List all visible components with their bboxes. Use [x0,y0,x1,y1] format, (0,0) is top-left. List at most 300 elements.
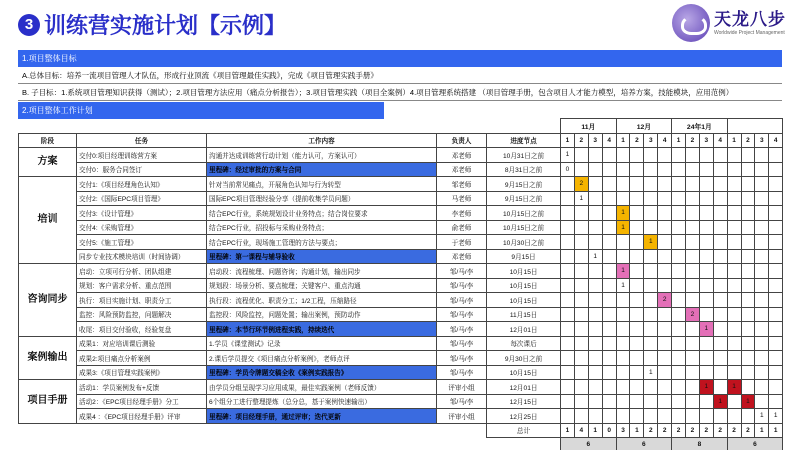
column-header-task: 任务 [77,133,207,148]
gantt-cell [699,177,713,192]
task-cell: 交付2:《国际EPC项目管理》 [77,191,207,206]
gantt-cell [713,409,727,424]
gantt-cell [686,351,700,366]
gantt-cell [588,206,602,221]
gantt-cell [672,191,686,206]
gantt-cell [658,162,672,177]
gantt-cell [769,278,783,293]
monthly-total-cell: 6 [616,438,672,450]
task-cell: 成果4 ：《EPC项目经理手册》评审 [77,409,207,424]
gantt-cell [727,235,741,250]
gantt-cell [672,365,686,380]
gantt-cell [602,235,616,250]
gantt-cell: 1 [616,206,630,221]
table-row [19,264,783,279]
goal-b-text: B. 子目标：1.系统项目管理知识获得（测试）；2.项目管理方法应用（痛点分析报告）；3.项目管理实践（项目全案例）4.项目管理系统搭建 （项目管理手册，包含项目人才能力模型，培养方案，技能模块，应用范例） [18,84,782,101]
gantt-cell [602,206,616,221]
milestone-cell: 里程碑：经过审批的方案与合同 [207,162,437,177]
gantt-cell [561,191,575,206]
week-header: 3 [699,133,713,148]
content-cell: 结合EPC行业，现场施工管理的方法与要点； [207,235,437,250]
gantt-cell [686,336,700,351]
gantt-cell [727,162,741,177]
owner-cell: 邓老师 [437,249,487,264]
title-number-badge: 3 [18,14,40,36]
gantt-cell: 1 [769,409,783,424]
gantt-cell [686,177,700,192]
gantt-cell [588,148,602,163]
gantt-cell [616,162,630,177]
gantt-cell [755,206,769,221]
owner-cell: 邹/马/李 [437,278,487,293]
gantt-cell [755,220,769,235]
gantt-cell [602,409,616,424]
gantt-cell [602,177,616,192]
deadline-cell: 12月01日 [487,380,561,395]
gantt-cell [755,351,769,366]
weekly-total-cell: 1 [630,423,644,438]
content-cell: 由学员分组呈现学习应用成果，最佳实践案例（老师反馈） [207,380,437,395]
weekly-total-cell: 2 [699,423,713,438]
gantt-cell [588,409,602,424]
gantt-cell [672,177,686,192]
gantt-cell [769,249,783,264]
weekly-total-cell: 2 [686,423,700,438]
table-row [19,307,783,322]
owner-cell: 邹老师 [437,177,487,192]
gantt-cell [672,206,686,221]
task-cell: 同步专业技术模块培训（时间协调） [77,249,207,264]
gantt-cell [769,307,783,322]
gantt-cell [658,148,672,163]
weekly-total-cell: 2 [741,423,755,438]
content-cell: 6个组分工进行整理提炼（总分总，基于案例快速输出） [207,394,437,409]
gantt-cell [630,380,644,395]
gantt-cell [630,148,644,163]
weekly-total-cell: 2 [658,423,672,438]
table-row [19,278,783,293]
gantt-cell [755,307,769,322]
gantt-cell [588,278,602,293]
gantt-cell [616,409,630,424]
gantt-cell [713,206,727,221]
week-header: 2 [686,133,700,148]
gantt-cell [588,293,602,308]
gantt-cell [672,336,686,351]
gantt-cell [602,336,616,351]
table-row [19,148,783,163]
gantt-cell [644,394,658,409]
deadline-cell: 10月15日 [487,293,561,308]
gantt-cell [741,336,755,351]
gantt-cell [630,409,644,424]
gantt-cell [644,264,658,279]
gantt-cell [769,336,783,351]
gantt-cell [574,278,588,293]
owner-cell: 李老师 [437,206,487,221]
gantt-cell [644,177,658,192]
column-header-deadline: 进度节点 [487,133,561,148]
gantt-cell [574,148,588,163]
gantt-cell [616,351,630,366]
task-cell: 交付0:项目经理训练营方案 [77,148,207,163]
gantt-cell [686,365,700,380]
gantt-cell [699,278,713,293]
owner-cell: 邹/马/李 [437,307,487,322]
gantt-cell [672,264,686,279]
gantt-cell [727,336,741,351]
week-header: 4 [658,133,672,148]
gantt-cell [686,191,700,206]
dragon-logo-icon [672,4,710,42]
gantt-cell [672,278,686,293]
gantt-cell [561,235,575,250]
gantt-cell [630,206,644,221]
gantt-cell [561,278,575,293]
owner-cell: 马老师 [437,191,487,206]
brand-logo [672,4,786,42]
gantt-cell [755,148,769,163]
gantt-cell [699,409,713,424]
gantt-cell [630,278,644,293]
gantt-cell [741,322,755,337]
gantt-cell [727,351,741,366]
milestone-cell: 里程碑：项目经理手册，通过评审；迭代更新 [207,409,437,424]
weekly-total-cell: 1 [769,423,783,438]
weekly-total-cell: 4 [574,423,588,438]
deadline-cell: 9月15日之前 [487,177,561,192]
gantt-cell [588,365,602,380]
gantt-cell [602,220,616,235]
task-cell: 交付1:《项目经理角色认知》 [77,177,207,192]
owner-cell: 邹/马/李 [437,365,487,380]
gantt-cell [741,380,755,395]
gantt-cell [574,249,588,264]
table-row [19,380,783,395]
gantt-cell [588,307,602,322]
gantt-cell [574,322,588,337]
gantt-cell [630,336,644,351]
gantt-cell [644,220,658,235]
gantt-cell [741,409,755,424]
gantt-cell [713,336,727,351]
gantt-cell [686,162,700,177]
gantt-cell [574,264,588,279]
gantt-cell [686,206,700,221]
gantt-cell [727,148,741,163]
section-goal-title: 1.项目整体目标 [18,50,782,67]
gantt-cell: 2 [686,307,700,322]
task-cell: 交付0：服务合同签订 [77,162,207,177]
gantt-cell [672,293,686,308]
header-blank [19,119,561,134]
gantt-cell [574,409,588,424]
deadline-cell: 9月30日之前 [487,351,561,366]
owner-cell: 邹/马/李 [437,293,487,308]
gantt-cell: 1 [616,264,630,279]
week-header: 3 [588,133,602,148]
task-cell: 成果2:项目痛点分析案例 [77,351,207,366]
table-row [19,162,783,177]
header [0,0,800,48]
gantt-cell [658,307,672,322]
content-cell: 2.课后学员提交《项目痛点分析案例》，老师点评 [207,351,437,366]
deadline-cell: 10月15日之前 [487,206,561,221]
gantt-cell [699,220,713,235]
gantt-cell [713,191,727,206]
gantt-cell [686,293,700,308]
gantt-cell [616,191,630,206]
gantt-cell [741,264,755,279]
gantt-cell [699,191,713,206]
gantt-cell: 2 [658,293,672,308]
gantt-cell [686,220,700,235]
week-header: 4 [602,133,616,148]
gantt-cell [713,177,727,192]
gantt-cell: 1 [644,235,658,250]
gantt-cell [602,148,616,163]
gantt-cell [561,351,575,366]
gantt-cell [672,394,686,409]
weekly-total-row [19,423,783,438]
task-cell: 收尾：项目交付验收，经验复盘 [77,322,207,337]
gantt-cell [741,220,755,235]
gantt-cell [616,235,630,250]
gantt-cell [561,365,575,380]
gantt-cell [602,322,616,337]
gantt-cell [616,365,630,380]
monthly-total-cell: 8 [672,438,728,450]
gantt-cell [644,336,658,351]
monthly-total-cell: 6 [561,438,617,450]
gantt-cell [630,293,644,308]
content-cell: 1.学员《课堂测试》记录 [207,336,437,351]
weekly-total-cell: 2 [713,423,727,438]
gantt-cell [588,177,602,192]
weekly-total-cell: 2 [644,423,658,438]
task-cell: 监控：风险预防监控，问题解决 [77,307,207,322]
gantt-cell [769,293,783,308]
week-header: 3 [644,133,658,148]
task-cell: 成果3:《项目管理实践案例》 [77,365,207,380]
task-cell: 成果1：对应培训课后测验 [77,336,207,351]
gantt-cell [658,191,672,206]
gantt-cell [630,235,644,250]
gantt-cell [561,380,575,395]
gantt-cell [574,394,588,409]
gantt-cell: 1 [574,191,588,206]
gantt-cell [741,307,755,322]
gantt-cell [658,249,672,264]
gantt-cell [727,264,741,279]
task-cell: 交付3:《设计管理》 [77,206,207,221]
gantt-cell [561,322,575,337]
gantt-cell [561,264,575,279]
gantt-cell [588,235,602,250]
deadline-cell: 12月15日 [487,394,561,409]
table-row [19,191,783,206]
month-header: 24年3月 [727,119,783,134]
content-cell: 国际EPC项目管理经验分享（提前收集学员问题） [207,191,437,206]
section-plan-title: 2.项目整体工作计划 [18,102,384,119]
owner-cell: 评审小组 [437,380,487,395]
gantt-cell [741,351,755,366]
gantt-cell [699,336,713,351]
table-row [19,351,783,366]
gantt-cell [713,322,727,337]
gantt-cell [630,351,644,366]
gantt-cell [686,322,700,337]
table-row [19,206,783,221]
deadline-cell: 12月01日 [487,322,561,337]
deadline-cell: 10月31日之前 [487,148,561,163]
gantt-cell [630,191,644,206]
deadline-cell: 10月15日之前 [487,220,561,235]
gantt-cell [658,380,672,395]
gantt-cell [769,235,783,250]
milestone-cell: 里程碑：本节行环节例进程实践，持续迭代 [207,322,437,337]
deadline-cell: 12月25日 [487,409,561,424]
gantt-cell [727,220,741,235]
logo-name: 天龙八步 [714,9,786,29]
gantt-cell [561,177,575,192]
week-header: 1 [727,133,741,148]
gantt-cell [741,177,755,192]
owner-cell: 评审小组 [437,409,487,424]
deadline-cell: 10月15日 [487,278,561,293]
gantt-cell [686,394,700,409]
gantt-cell: 1 [699,322,713,337]
owner-cell: 邹/马/李 [437,322,487,337]
gantt-cell [574,220,588,235]
gantt-cell [644,191,658,206]
gantt-cell [672,409,686,424]
week-header: 2 [741,133,755,148]
week-header: 1 [672,133,686,148]
gantt-cell [630,177,644,192]
gantt-cell [574,365,588,380]
deadline-cell: 9月15日之前 [487,191,561,206]
owner-cell: 于老师 [437,235,487,250]
gantt-cell [588,351,602,366]
content-cell: 监控段：风险监控，问题处置；输出案例，预防动作 [207,307,437,322]
gantt-cell [699,148,713,163]
gantt-cell [561,249,575,264]
table-row [19,177,783,192]
week-header: 1 [561,133,575,148]
gantt-cell [741,278,755,293]
gantt-cell: 1 [727,380,741,395]
gantt-cell [741,162,755,177]
gantt-cell: 1 [644,365,658,380]
gantt-cell [727,177,741,192]
week-header: 2 [574,133,588,148]
gantt-cell [602,191,616,206]
gantt-cell [616,249,630,264]
gantt-cell [602,394,616,409]
gantt-cell [644,249,658,264]
gantt-cell [561,409,575,424]
weekly-total-cell: 1 [561,423,575,438]
gantt-cell [713,293,727,308]
gantt-cell: 2 [574,177,588,192]
gantt-cell [561,394,575,409]
gantt-cell [574,162,588,177]
content-cell: 规划段：场景分析、要点梳理；关键客户、重点沟通 [207,278,437,293]
gantt-cell [755,322,769,337]
gantt-cell [769,191,783,206]
owner-cell: 邹/马/李 [437,336,487,351]
gantt-cell [644,351,658,366]
gantt-cell [713,220,727,235]
gantt-cell [588,394,602,409]
gantt-cell [616,336,630,351]
gantt-cell [769,148,783,163]
week-header: 3 [755,133,769,148]
gantt-cell [699,264,713,279]
deadline-cell: 9月15日 [487,249,561,264]
gantt-cell [644,293,658,308]
gantt-cell [616,380,630,395]
owner-cell: 邹/马/李 [437,394,487,409]
gantt-cell [658,336,672,351]
gantt-cell [769,365,783,380]
gantt-cell [574,206,588,221]
gantt-cell [727,394,741,409]
phase-label: 案例输出 [19,336,77,380]
owner-cell: 邹/马/李 [437,351,487,366]
gantt-cell [727,278,741,293]
gantt-cell [755,336,769,351]
owner-cell: 邹/马/李 [437,264,487,279]
gantt-cell [658,409,672,424]
deadline-cell: 10月30日之前 [487,235,561,250]
gantt-cell [727,249,741,264]
gantt-cell [644,380,658,395]
table-row [19,365,783,380]
gantt-cell [658,220,672,235]
gantt-cell [686,264,700,279]
gantt-cell [755,162,769,177]
monthly-total-row [19,438,783,450]
gantt-cell [588,264,602,279]
gantt-cell [602,249,616,264]
column-header-row [19,133,783,148]
gantt-cell [741,293,755,308]
gantt-cell [658,264,672,279]
gantt-cell [672,220,686,235]
gantt-cell [686,278,700,293]
gantt-cell [699,235,713,250]
gantt-cell [672,351,686,366]
gantt-cell [602,380,616,395]
gantt-cell [686,148,700,163]
gantt-cell [686,249,700,264]
weekly-total-cell: 0 [602,423,616,438]
gantt-cell [574,307,588,322]
week-header: 1 [616,133,630,148]
gantt-cell [561,220,575,235]
deadline-cell: 10月15日 [487,365,561,380]
gantt-cell [755,191,769,206]
gantt-cell [616,148,630,163]
month-header-row [19,119,783,134]
gantt-cell [561,307,575,322]
content-cell: 执行段：流程优化、职责分工；1/2工程，压缩路径 [207,293,437,308]
month-header: 11月 [561,119,617,134]
content-cell: 启动段：流程梳理、问题咨询；沟通计划，输出同步 [207,264,437,279]
gantt-cell [672,380,686,395]
